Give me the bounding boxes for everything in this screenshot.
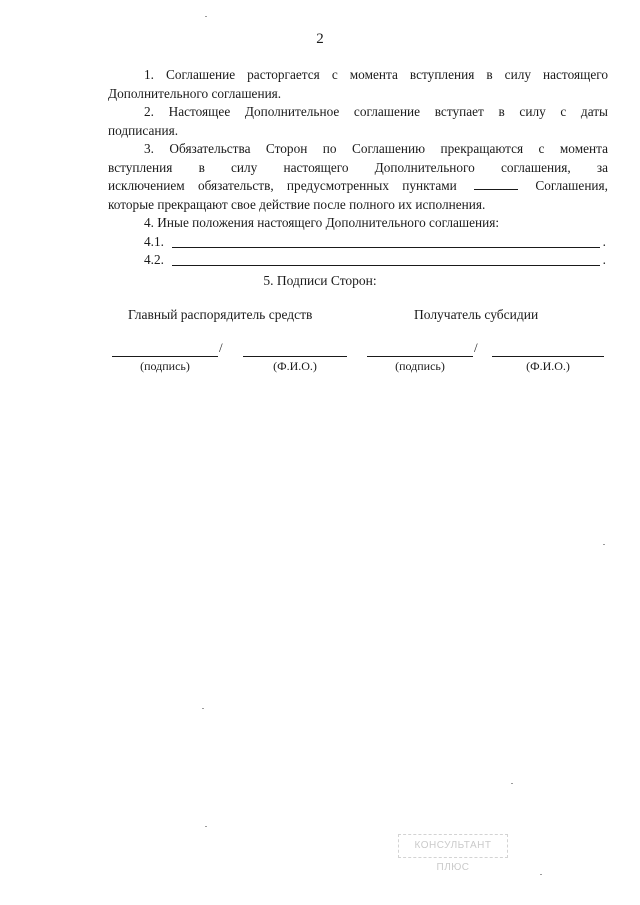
agreement-body [108, 66, 608, 270]
clause-number-blank [474, 178, 518, 190]
paragraph-1 [108, 66, 608, 103]
page-number: 2 [316, 31, 324, 47]
paragraph-2 [108, 103, 608, 140]
left-slash: / [219, 340, 223, 355]
sub-item-period: . [602, 233, 606, 249]
paragraph-2-line-1: 2. Настоящее Дополнительное соглашение вступает в силу с даты [144, 104, 608, 119]
scan-speck [205, 826, 207, 827]
right-name-caption: (Ф.И.О.) [526, 359, 570, 373]
right-party-title: Получатель субсидии [414, 307, 539, 322]
right-slash: / [474, 340, 478, 355]
paragraph-3-line-1: 3. Обязательства Сторон по Соглашению прекращаются с момента [144, 141, 608, 156]
paragraph-3-line-3 [108, 177, 608, 196]
right-signature-caption: (подпись) [395, 359, 445, 373]
sub-item-4-1 [108, 233, 608, 252]
sub-item-period: . [602, 252, 606, 267]
left-signature-line [112, 356, 218, 357]
left-name-caption: (Ф.И.О.) [273, 359, 317, 373]
paragraph-4 [108, 214, 608, 233]
paragraph-1-line-2: Дополнительного соглашения. [108, 85, 282, 101]
left-name-line [243, 356, 347, 357]
paragraph-4-line-1: 4. Иные положения настоящего Дополнительного соглашения: [144, 215, 500, 230]
faded-stamp: КОНСУЛЬТАНТ ПЛЮС [398, 834, 508, 858]
left-signature-caption: (подпись) [140, 359, 190, 373]
paragraph-2-line-2: подписания. [108, 122, 179, 138]
sub-item-fill-line [172, 265, 600, 266]
paragraph-3-line-3-end: Соглашения, [535, 178, 608, 193]
paragraph-3-line-3-start: исключением обязательств, предусмотренных пунктами [108, 178, 457, 193]
scan-speck [603, 544, 605, 545]
scan-speck [511, 783, 513, 784]
scan-speck [540, 874, 542, 875]
scan-speck [202, 708, 204, 709]
paragraph-3 [108, 140, 608, 214]
paragraph-3-line-4: которые прекращают свое действие после полного их исполнения. [108, 196, 486, 212]
scan-speck [205, 16, 207, 17]
sub-item-4-2 [108, 251, 608, 270]
sub-item-number: 4.2. [144, 252, 164, 267]
sub-item-number: 4.1. [144, 233, 164, 249]
paragraph-1-line-1: 1. Соглашение расторгается с момента вступления в силу настоящего [144, 67, 608, 82]
paragraph-3-line-2: вступления в силу настоящего Дополнительного соглашения, за [108, 159, 608, 175]
sub-item-fill-line [172, 247, 600, 248]
left-party-title: Главный распорядитель средств [128, 307, 313, 322]
right-signature-line [367, 356, 473, 357]
signatures-section-title: 5. Подписи Сторон: [263, 273, 377, 288]
right-name-line [492, 356, 604, 357]
